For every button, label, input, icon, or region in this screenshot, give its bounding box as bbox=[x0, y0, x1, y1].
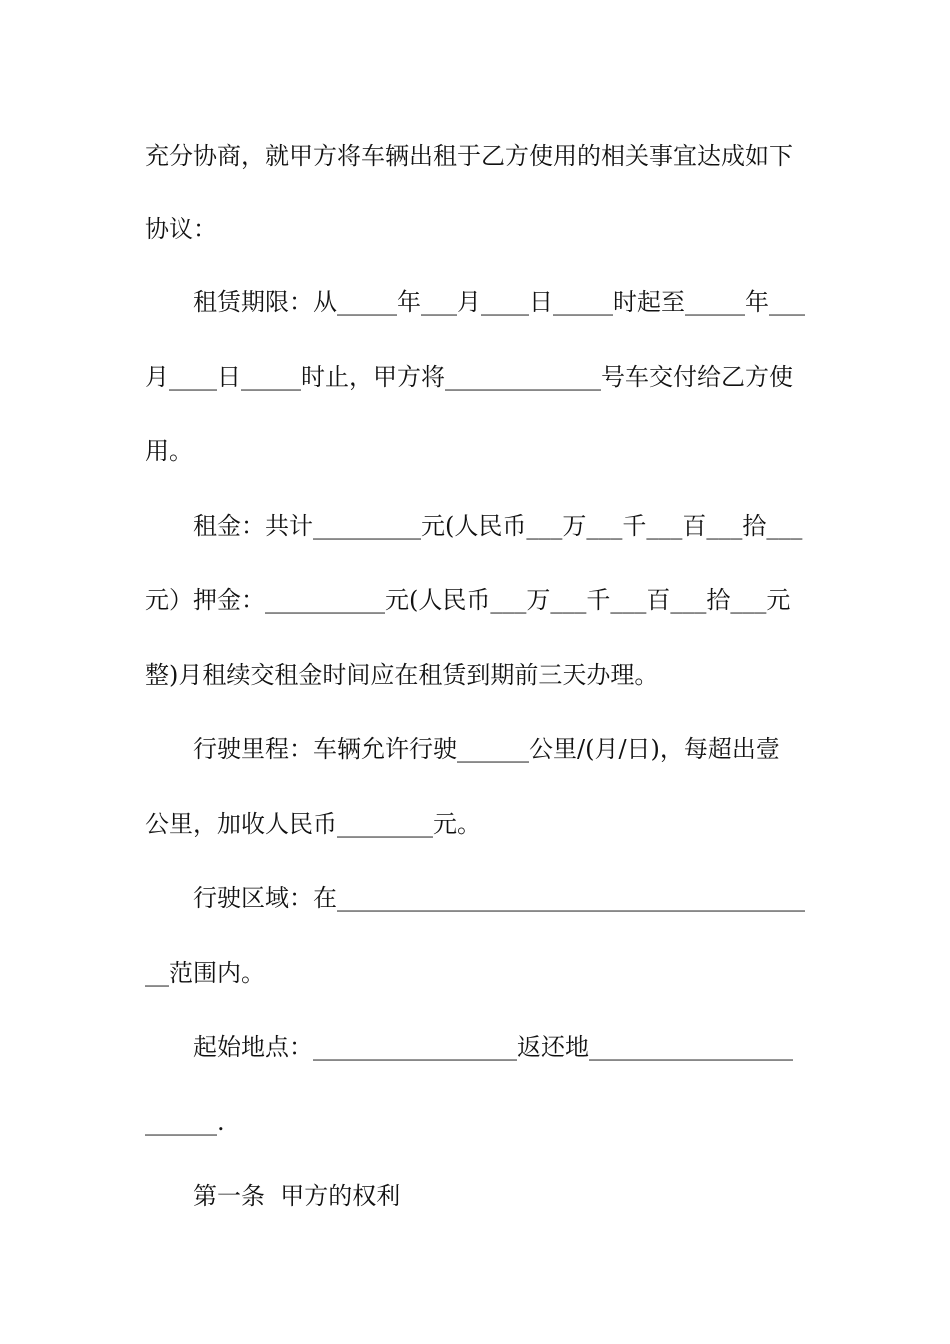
lease-term-line-2: 月____日_____时止，甲方将_____________号车交付给乙方使 bbox=[145, 363, 793, 391]
paragraph-line-2: 协议： bbox=[145, 215, 217, 243]
rent-line-1: 租金：共计_________元(人民币___万___千___百___拾___ bbox=[193, 512, 803, 540]
area-line-2: __范围内。 bbox=[145, 959, 265, 987]
article-heading: 第一条 甲方的权利 bbox=[193, 1182, 401, 1210]
location-line-2: ______. bbox=[145, 1108, 225, 1136]
rent-line-2: 元）押金：__________元(人民币___万___千___百___拾___元 bbox=[145, 586, 791, 614]
mileage-line-2: 公里，加收人民币________元。 bbox=[145, 810, 481, 838]
lease-term-line-1: 租赁期限：从_____年___月____日_____时起至_____年___ bbox=[193, 288, 805, 316]
paragraph-line-1: 充分协商，就甲方将车辆出租于乙方使用的相关事宜达成如下 bbox=[145, 142, 793, 170]
area-line-1: 行驶区域：在_______________________________________ bbox=[193, 884, 805, 912]
mileage-line-1: 行驶里程：车辆允许行驶______公里/(月/日)，每超出壹 bbox=[193, 735, 780, 763]
lease-term-line-3: 用。 bbox=[145, 437, 193, 465]
location-line-1: 起始地点：_________________返还地_________________ bbox=[193, 1033, 793, 1061]
rent-line-3: 整)月租续交租金时间应在租赁到期前三天办理。 bbox=[145, 661, 659, 689]
